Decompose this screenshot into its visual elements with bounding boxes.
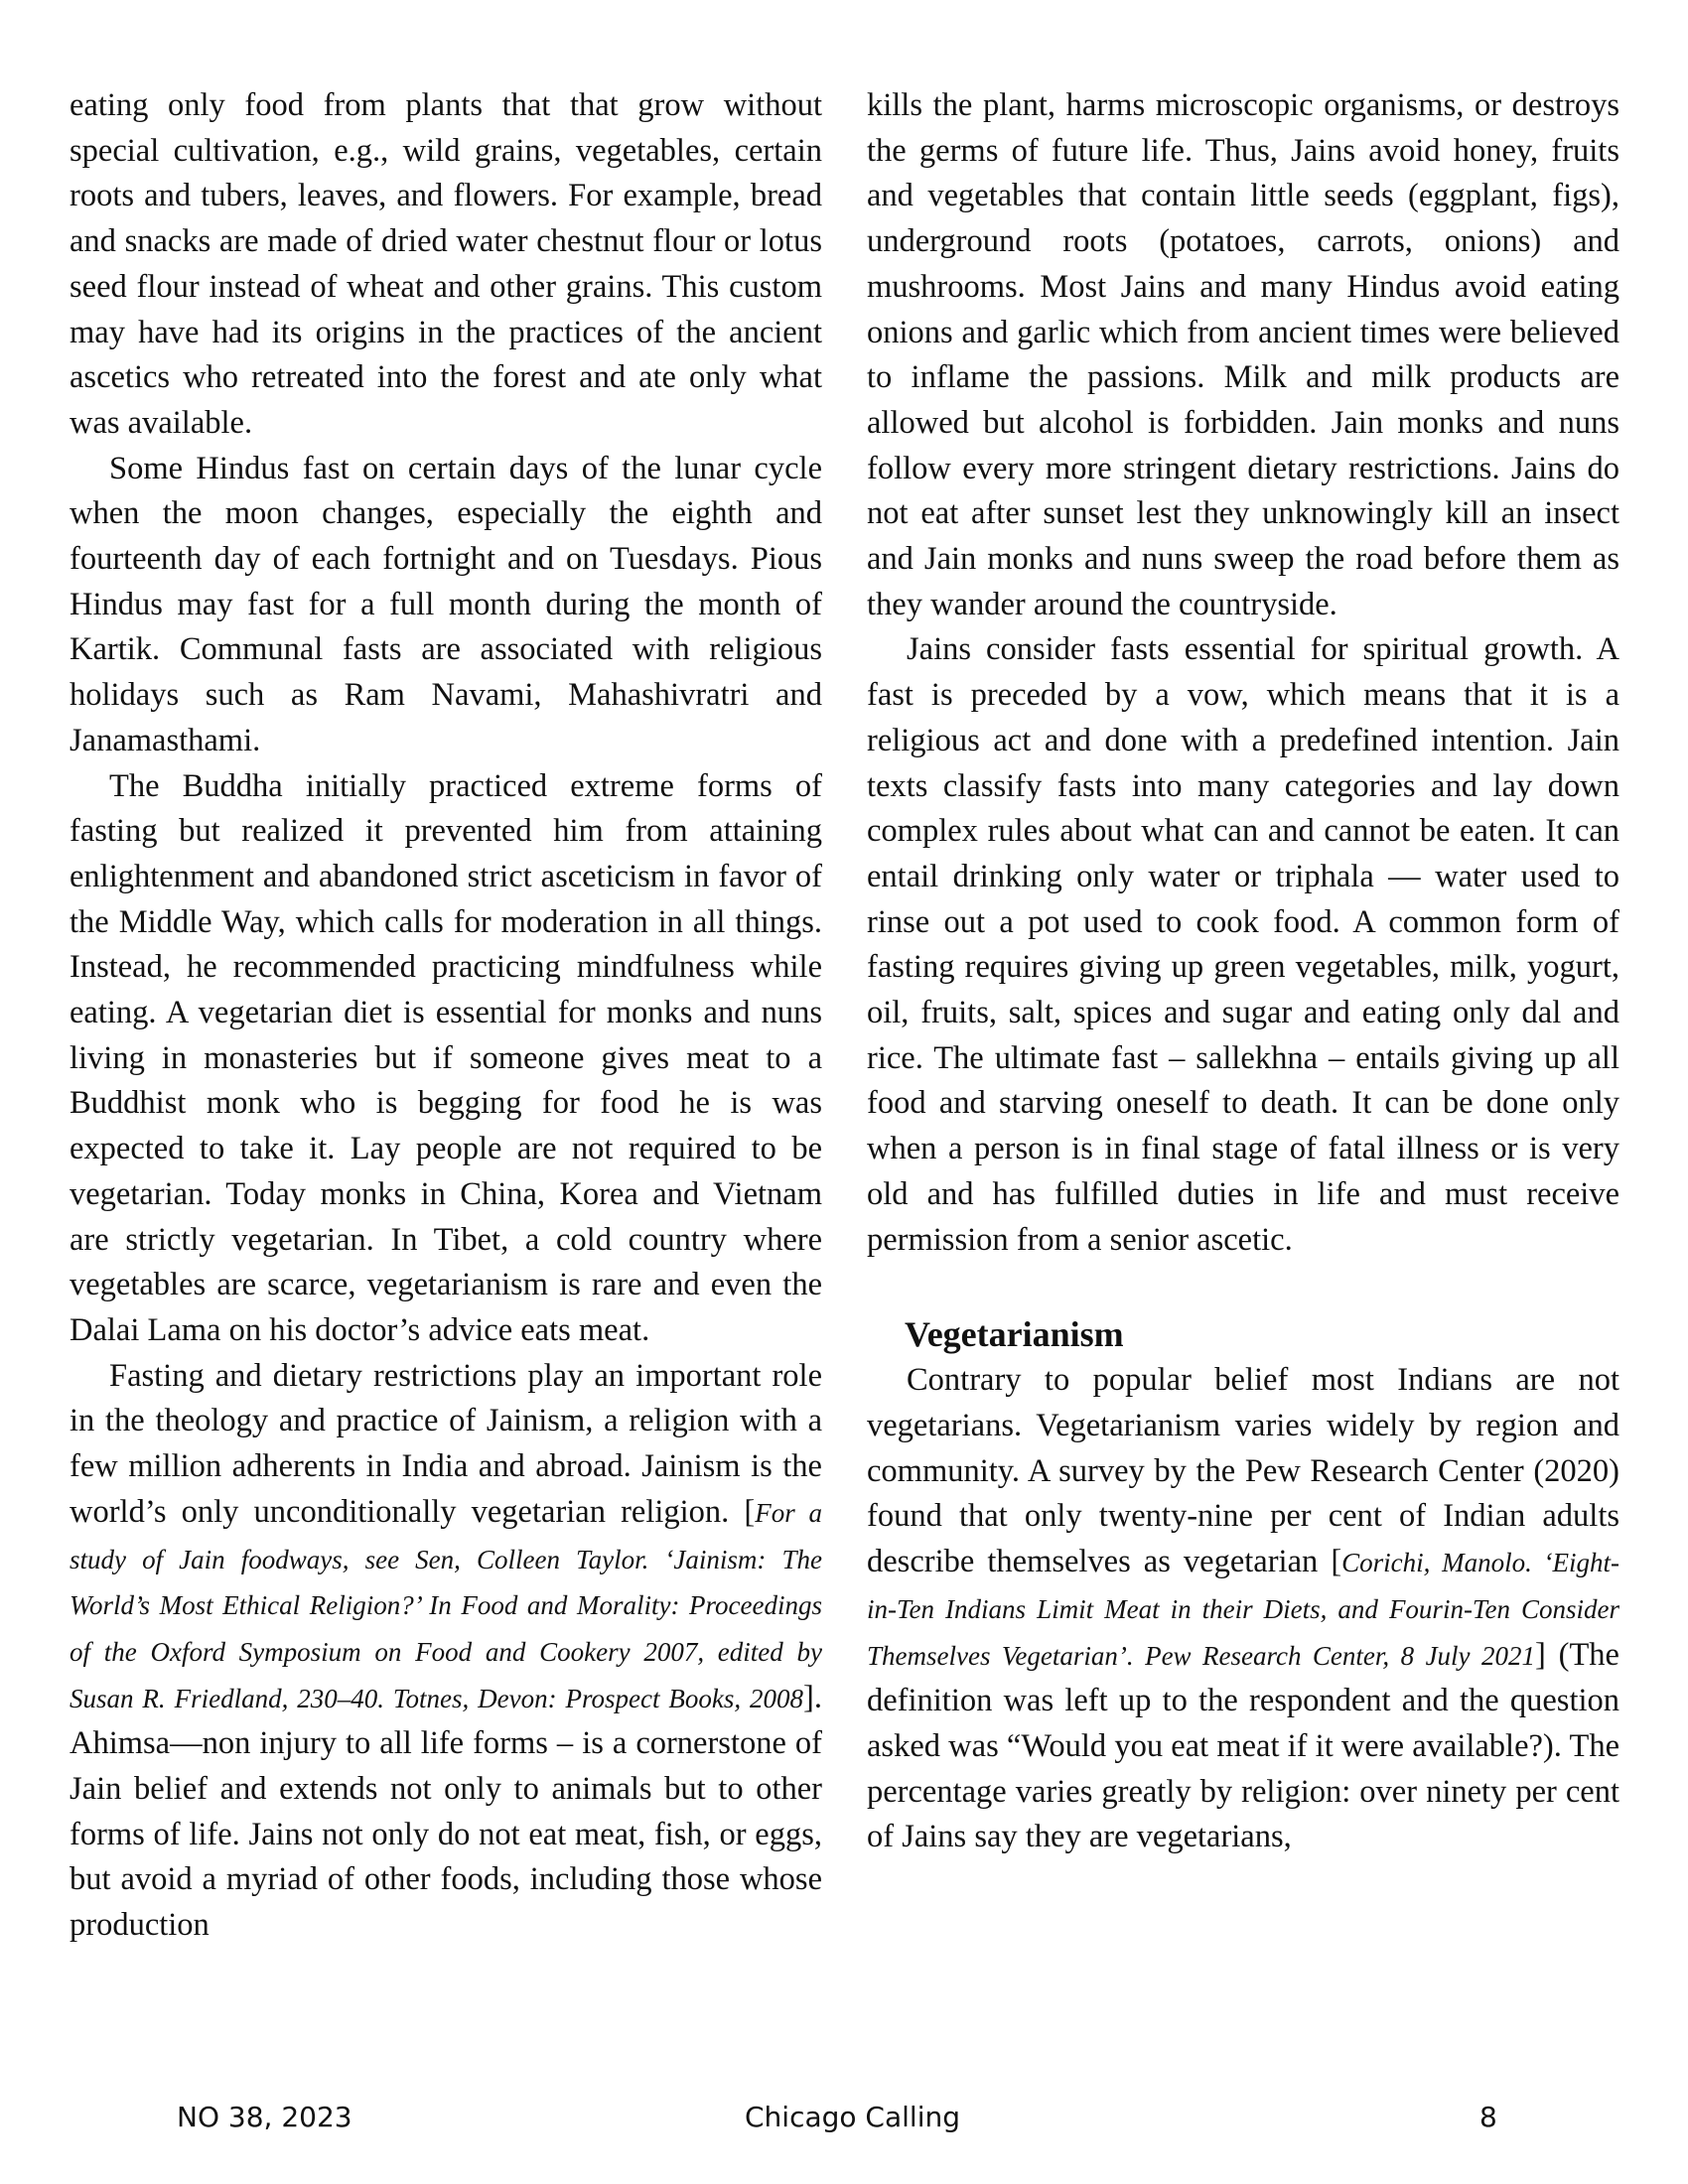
footer-issue: NO 38, 2023 bbox=[177, 2101, 352, 2133]
page-number: 8 bbox=[1479, 2101, 1497, 2133]
paragraph: The Buddha initially practiced extreme forms of fasting but realized it prevented him from attaining enlightenment and abandoned strict asceticism in favor of the Middle Way, which calls for moderation in all things. Instead, he recommended practicing mindfulness while eating. A vegetarian diet is essential for monks and nuns living in monasteries but if someone gives meat to a Buddhist monk who is begging for food he is was expected to take it. Lay people are not required to be vegetarian. Today monks in China, Korea and Vietnam are strictly vegetarian. In Tibet, a cold country where vegetables are scarce, vegetarianism is rare and even the Dalai Lama on his doctor’s advice eats meat. bbox=[70, 767, 822, 1348]
citation: For a study of Jain foodways, see Sen, Colleen Taylor. ‘Jainism: The World’s Most Ethical Religion?’ In Food and Morality: Proceedings of the Oxford Symposium on Food and Cookery 2007, edited by Susan R. Friedland, 230–40. Totnes, Devon: Prospect Books, 2008 bbox=[70, 1497, 822, 1713]
paragraph: Jains consider fasts essential for spiritual growth. A fast is preceded by a vow, which means that it is a religious act and done with a predefined intention. Jain texts classify fasts into many categories and lay down complex rules about what can and cannot be eaten. It can entail drinking only water or triphala — water used to rinse out a pot used to cook food. A common form of fasting requires giving up green vegetables, milk, yogurt, oil, fruits, salt, spices and sugar and eating only dal and rice. The ultimate fast – sallekhna – entails giving up all food and starving oneself to death. It can be done only when a person is in final stage of fatal illness or is very old and has fulfilled duties in life and must receive permission from a senior ascetic. bbox=[867, 631, 1619, 1258]
footer-publication: Chicago Calling bbox=[745, 2101, 960, 2133]
paragraph-text: Fasting and dietary restrictions play an important role in the theology and practice of Jainism, a religion with a few million adherents in India and abroad. Jainism is the world’s only unconditionally vegetarian religion. [ bbox=[70, 1357, 822, 1530]
left-column bbox=[70, 83, 822, 1949]
paragraph bbox=[70, 1354, 822, 1949]
paragraph bbox=[867, 1358, 1619, 1860]
paragraph-text: Contrary to popular belief most Indians are not vegetarians. Vegetarianism varies widely by region and community. A survey by the Pew Research Center (2020) found that only twenty-nine per cent of Indian adults describe themselves as vegetarian [ bbox=[867, 1362, 1619, 1580]
section-heading: Vegetarianism bbox=[905, 1314, 1124, 1355]
paragraph: Some Hindus fast on certain days of the lunar cycle when the moon changes, especially the eighth and fourteenth day of each fortnight and on Tuesdays. Pious Hindus may fast for a full month during the month of Kartik. Communal fasts are associated with religious holidays such as Ram Navami, Mahashivratri and Janamasthami. bbox=[70, 450, 822, 758]
right-column bbox=[867, 83, 1619, 1860]
citation: Corichi, Manolo. ‘Eight-in-Ten Indians Limit Meat in their Diets, and Fourin-Ten Consider Themselves Vegetarian’. Pew Research Center, 8 July 2021 bbox=[867, 1548, 1619, 1671]
paragraph-text: ] (The definition was left up to the respondent and the question asked was “Would you eat meat if it were available?). The percentage varies greatly by religion: over ninety per cent of Jains say they are vegetarians, bbox=[867, 1636, 1619, 1855]
paragraph: kills the plant, harms microscopic organisms, or destroys the germs of future life. Thus, Jains avoid honey, fruits and vegetables that contain little seeds (eggplant, figs), underground roots (potatoes, carrots, onions) and mushrooms. Most Jains and many Hindus avoid eating onions and garlic which from ancient times were believed to inflame the passions. Milk and milk products are allowed but alcohol is forbidden. Jain monks and nuns follow every more stringent dietary restrictions. Jains do not eat after sunset lest they unknowingly kill an insect and Jain monks and nuns sweep the road before them as they wander around the countryside. bbox=[867, 87, 1619, 622]
paragraph: eating only food from plants that that grow without special cultivation, e.g., wild grains, vegetables, certain roots and tubers, leaves, and flowers. For example, bread and snacks are made of dried water chestnut flour or lotus seed flour instead of wheat and other grains. This custom may have had its origins in the practices of the ancient ascetics who retreated into the forest and ate only what was available. bbox=[70, 87, 822, 441]
paragraph-text: ]. Ahimsa—non injury to all life forms – is a cornerstone of Jain belief and extends not only to animals but to other forms of life. Jains not only do not eat meat, fish, or eggs, but avoid a myriad of other foods, including those whose production bbox=[70, 1679, 822, 1944]
